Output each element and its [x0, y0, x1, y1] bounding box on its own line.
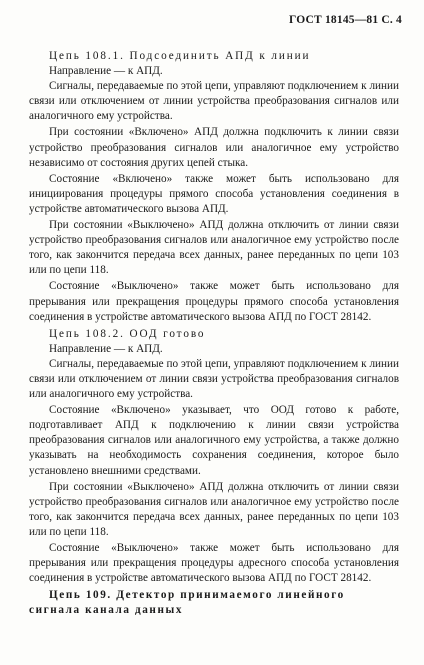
paragraph: Состояние «Включено» указывает, что ООД готово к работе, подготавливает АПД к подключению к линии связи устройства преобразования сигналов или аналогичного ему устройства, а также должно указывать на необходимость сохранения соединения, которое было установлено внешними средствами. — [29, 404, 399, 477]
page-header: ГОСТ 18145—81 С. 4 — [289, 14, 402, 26]
section-title: Цепь 109. Детектор принимаемого линейного сигнала канала данных — [29, 589, 345, 617]
section-title: Цепь 108.2. ООД готово — [49, 327, 206, 340]
section-direction: Направление — к АПД. — [49, 342, 163, 355]
document-body — [29, 49, 399, 618]
paragraph: Состояние «Выключено» также может быть использовано для прерывания или прекращения процедуры прямого способа установления соединения в устройстве автоматического вызова АПД по ГОСТ 28142. — [29, 280, 399, 323]
section-108-1 — [29, 49, 399, 325]
section-108-2 — [29, 327, 399, 587]
section-direction: Направление — к АПД. — [49, 65, 163, 78]
section-title: Цепь 108.1. Подсоединить АПД к линии — [49, 50, 311, 62]
section-109 — [29, 588, 399, 618]
paragraph: При состоянии «Выключено» АПД должна отключить от линии связи устройство преобразования сигналов или аналогичное ему устройство после того, как закончится передача всех данных, ранее переданных по цепи 103 или по цепи 118. — [29, 480, 399, 538]
paragraph: Состояние «Выключено» также может быть использовано для прерывания или прекращения процедуры адресного способа установления соединения в устройстве автоматического вызова АПД по ГОСТ 28142. — [29, 542, 399, 585]
paragraph: Сигналы, передаваемые по этой цепи, управляют подключением к линии связи или отключением от линии связи устройства преобразования сигналов или аналогичного ему устройства. — [29, 357, 399, 401]
paragraph: Сигналы, передаваемые по этой цепи, управляют подключением к линии связи или отключением от линии устройства преобразования сигналов или аналогичного ему устройства. — [29, 80, 399, 123]
paragraph: Состояние «Включено» также может быть использовано для инициирования процедуры прямого способа установления соединения в устройстве автоматического вызова АПД. — [29, 172, 399, 215]
paragraph: При состоянии «Выключено» АПД должна отключить от линии связи устройство преобразования сигналов или аналогичное ему устройство после того, как закончится передача всех данных, ранее переданных по цепи 103 или по цепи 118. — [29, 219, 399, 277]
paragraph: При состоянии «Включено» АПД должна подключить к линии связи устройство преобразования сигналов или аналогичное ему устройство независимо от состояния других цепей стыка. — [29, 126, 399, 169]
